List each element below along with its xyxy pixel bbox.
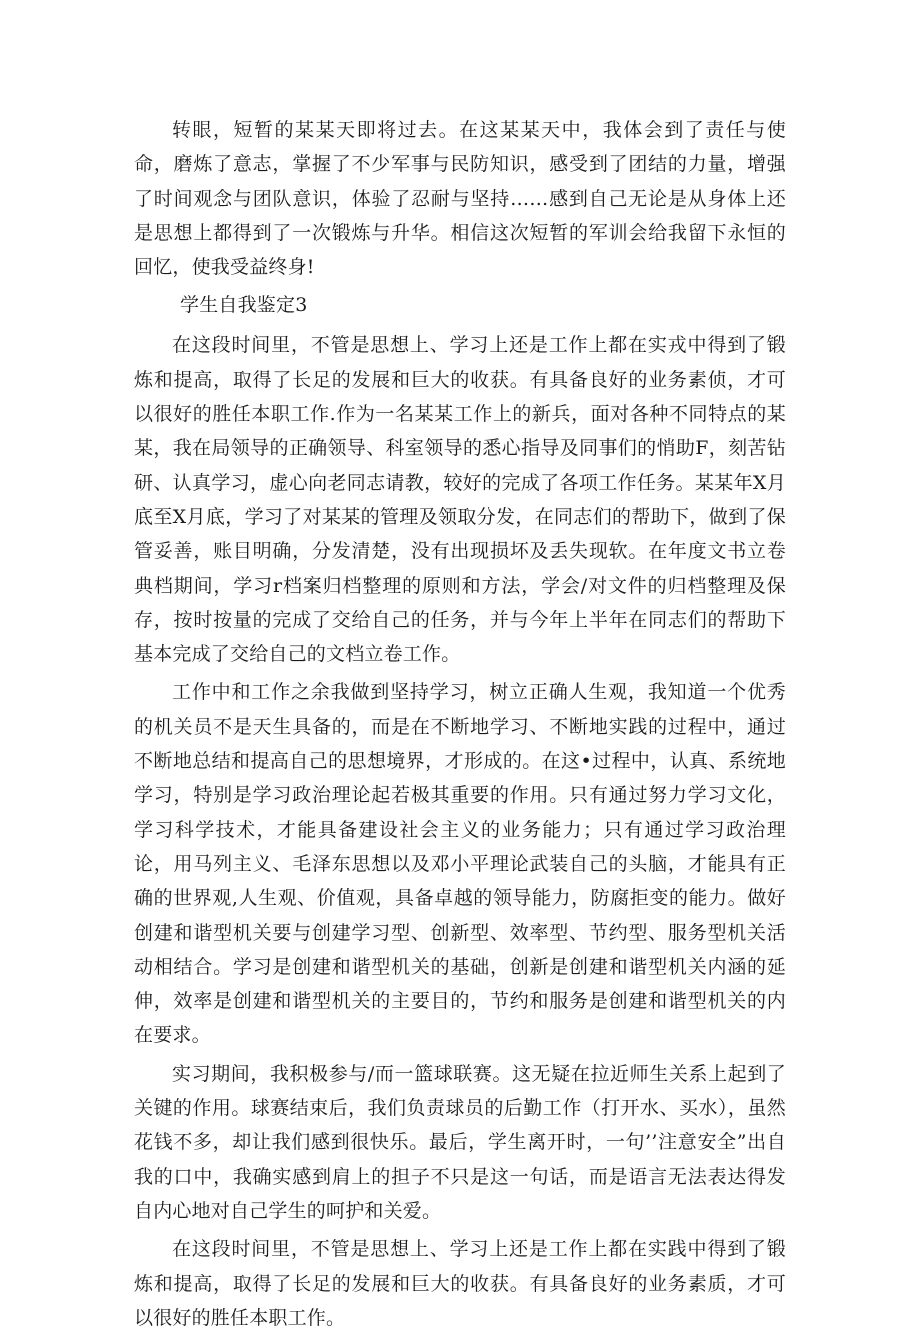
paragraph-work-experience: 在这段时间里，不管是思想上、学习上还是工作上都在实戎中得到了锻炼和提高，取得了长足的发展和巨大的收获。有具备良好的业务素侦，才可以很好的胜任本职工作.作为一名某某工作上的新兵，面对各种不同特点的某某，我在局领导的正确领导、科室领导的悉心指导及同事们的悄助F，刻苦钻研、认真学习，虚心向老同志请教，较好的完成了各项工作任务。某某年X月底至X月底，学习了对某某的管理及领取分发，在同志们的帮助下，做到了保管妥善，账目明确，分发清楚，没有出现损坏及丢失现软。在年度文书立卷典档期间，学习r档案归档整理的原则和方法，学会/对文件的归档整理及保存，按时按量的完成了交给自己的任务，并与今年上半年在同志们的帮助下基本完成了交给自己的文档立卷工作。 bbox=[134, 334, 786, 666]
paragraph-study-and-growth: 工作中和工作之余我做到坚持学习，树立正确人生观，我知道一个优秀的机关员不是天生具备的，而是在不断地学习、不断地实践的过程中，通过不断地总结和提高自己的思想境界，才形成的。在这•过程中，认真、系统地学习，特别是学习政治理论起若极其重要的作用。只有通过努力学习文化，学习科学技术，才能具备建设社会主义的业务能力；只有通过学习政治理论，用马列主义、毛泽东思想以及邓小平理论武装自己的头脑，才能具有正确的世界观,人生观、价值观，具备卓越的领导能力，防腐拒变的能力。做好创建和谐型机关要与创建学习型、创新型、效率型、节约型、服务型机关活动相结合。学习是创建和谐型机关的基础，创新是创建和谐型机关内涵的延伸，效率是创建和谐型机关的主要目的，节约和服务是创建和谐型机关的内在要求。 bbox=[134, 681, 786, 1047]
paragraph-military-training: 转眼，短暂的某某天即将过去。在这某某天中，我体会到了责任与使命，磨炼了意志，掌握了不少军事与民防知识，感受到了团结的力量，增强了时间观念与团队意识，体验了忍耐与坚持……感到自己无论是从身体上还是思想上都得到了一次锻炼与升华。相信这次短暂的军训会给我留下永恒的回忆，使我受益终身! bbox=[134, 119, 786, 279]
paragraph-summary: 在这段时间里，不管是思想上、学习上还是工作上都在实践中得到了锻炼和提高，取得了长足的发展和巨大的收获。有具备良好的业务素质，才可以很好的胜任本职工作。 bbox=[134, 1238, 786, 1329]
section-heading: 学生自我鉴定3 bbox=[180, 294, 308, 317]
document-body bbox=[134, 113, 786, 1339]
paragraph-internship: 实习期间，我积极参与/而一篮球联赛。这无疑在拉近师生关系上起到了关键的作用。球赛结束后，我们负责球员的后勤工作（打开水、买水），虽然花钱不多，却让我们感到很快乐。最后，学生离开时，一句’’注意安全”出自我的口中，我确实感到肩上的担子不只是这一句话，而是语言无法表达得发自内心地对自己学生的呵护和关爱。 bbox=[134, 1062, 786, 1222]
